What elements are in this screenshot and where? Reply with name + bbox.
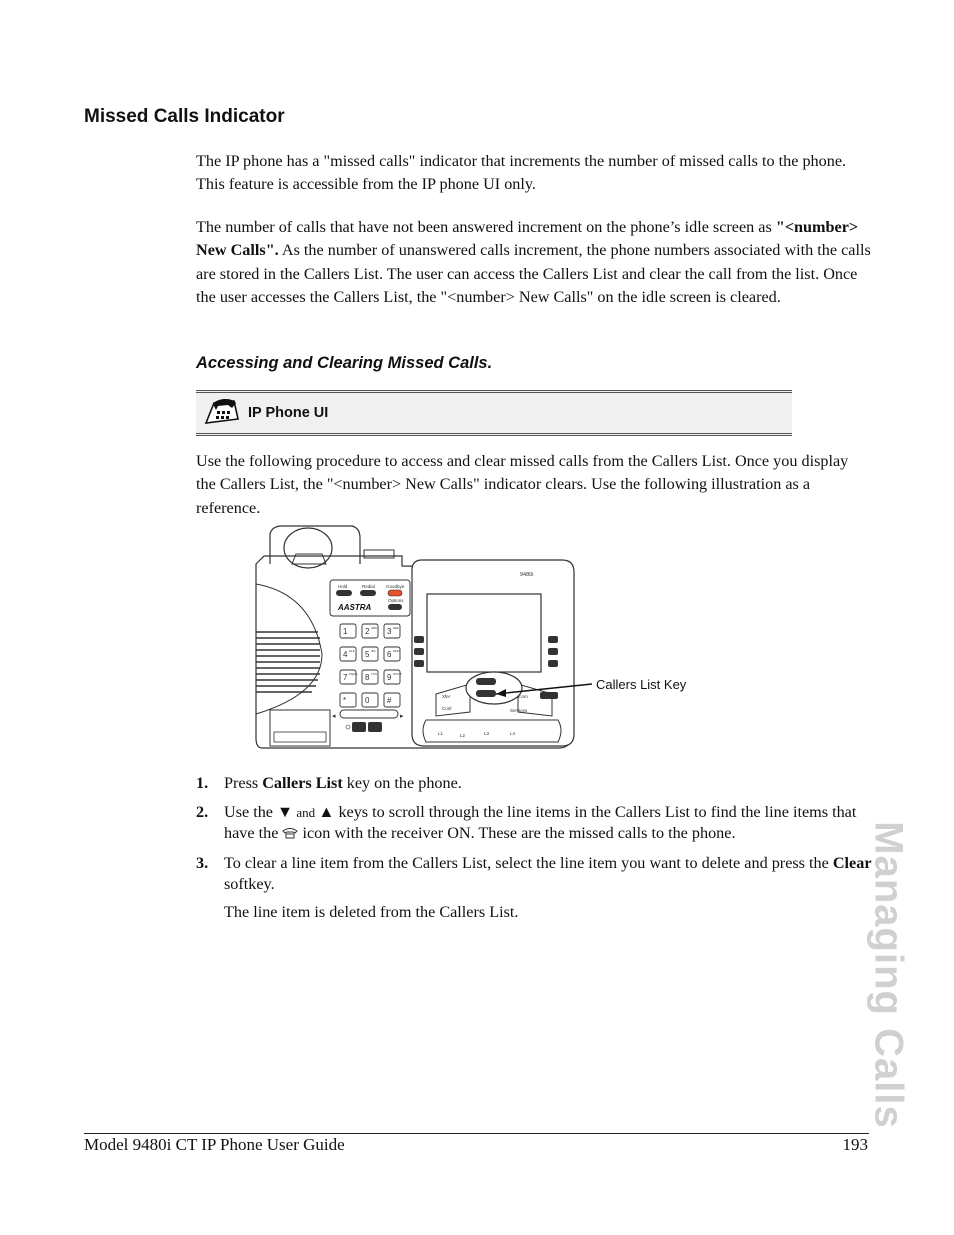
keypad-digit: 9 bbox=[387, 673, 392, 682]
step-2 bbox=[196, 802, 872, 845]
down-arrow-icon: ▼ bbox=[277, 803, 294, 821]
footer-title: Model 9480i CT IP Phone User Guide bbox=[84, 1135, 345, 1154]
para2-bold: "<number> New Calls". bbox=[196, 218, 859, 260]
keypad-letters: GHI bbox=[349, 649, 355, 653]
keypad-letters: MNO bbox=[393, 649, 400, 653]
xfer-label: Xfer bbox=[442, 694, 451, 699]
keypad-letters: TUV bbox=[371, 672, 377, 676]
keypad-digit: * bbox=[343, 696, 347, 705]
line-1-label: L1 bbox=[438, 731, 444, 736]
keypad-digit: # bbox=[387, 696, 392, 705]
softkey-left-2[interactable] bbox=[414, 648, 424, 655]
step-text: Press bbox=[224, 774, 263, 792]
options-button[interactable] bbox=[388, 604, 402, 610]
callers-list-key-callout: Callers List Key bbox=[596, 677, 687, 692]
page-number: 193 bbox=[842, 1135, 868, 1154]
goodbye-label: Goodbye bbox=[386, 584, 405, 589]
model-label: 9480i bbox=[520, 572, 534, 578]
keypad-letters: JKL bbox=[371, 649, 377, 653]
section-title: Missed Calls Indicator bbox=[84, 106, 285, 127]
step-text: softkey. bbox=[224, 874, 275, 893]
footer-rule bbox=[84, 1133, 869, 1134]
keypad-letters: PQRS bbox=[349, 672, 358, 676]
icom-button[interactable] bbox=[540, 692, 558, 699]
step-3 bbox=[196, 853, 872, 895]
hold-button[interactable] bbox=[336, 590, 352, 596]
softkey-right-3[interactable] bbox=[548, 660, 558, 667]
chapter-title: Managing Calls bbox=[866, 821, 911, 1129]
line-4-label: L4 bbox=[510, 731, 516, 736]
volume-low-icon: ◂ bbox=[332, 713, 336, 720]
handset-icon bbox=[282, 824, 298, 845]
step-key-name: Callers List bbox=[262, 774, 343, 792]
redial-button[interactable] bbox=[360, 590, 376, 596]
phone-illustration bbox=[252, 524, 712, 752]
step-key-name: Clear bbox=[832, 853, 872, 872]
keypad-digit: 5 bbox=[365, 650, 370, 659]
step-text: Use the bbox=[224, 803, 278, 821]
step-1 bbox=[196, 773, 872, 794]
callers-list-key[interactable] bbox=[476, 678, 496, 685]
speaker-button[interactable] bbox=[352, 722, 366, 732]
softkey-left-3[interactable] bbox=[414, 660, 424, 667]
directory-key[interactable] bbox=[476, 690, 496, 697]
softkey-right-2[interactable] bbox=[548, 648, 558, 655]
step-text: icon with the receiver ON. These are the missed calls to the phone. bbox=[298, 824, 736, 842]
keypad-digit: 7 bbox=[343, 673, 348, 682]
services-label: Services bbox=[510, 708, 528, 713]
ip-phone-ui-banner bbox=[196, 390, 792, 436]
line-3-label: L3 bbox=[484, 731, 490, 736]
keypad-digit: 6 bbox=[387, 650, 392, 659]
procedure-steps bbox=[196, 773, 872, 903]
up-arrow-icon: ▲ bbox=[318, 803, 335, 821]
volume-high-icon: ▸ bbox=[400, 713, 404, 720]
intro-paragraph: The IP phone has a "missed calls" indicator that increments the number of missed calls to the phone. This feature is accessible from the IP phone UI only. bbox=[196, 152, 847, 194]
procedure-paragraph: Use the following procedure to access and clear missed calls from the Callers List. Once you display the Callers List, the "<number> New Calls" indicator clears. Use the following illustration as a reference. bbox=[196, 452, 849, 517]
goodbye-button[interactable] bbox=[388, 590, 402, 596]
softkey-left-1[interactable] bbox=[414, 636, 424, 643]
step-result: The line item is deleted from the Callers List. bbox=[224, 903, 519, 921]
keypad-letters: WXYZ bbox=[393, 672, 402, 676]
options-label: Options bbox=[388, 598, 404, 603]
phone-icon bbox=[204, 399, 240, 432]
chapter-side-tab bbox=[848, 821, 928, 1129]
step-text: and bbox=[293, 805, 319, 820]
volume-bar[interactable] bbox=[340, 710, 398, 718]
step-number: 2. bbox=[196, 803, 209, 821]
conf-label: Conf bbox=[442, 706, 452, 711]
para2-intro: The number of calls that have not been answered increment on the phone’s idle screen as bbox=[196, 218, 776, 236]
keypad-digit: 2 bbox=[365, 627, 370, 636]
ip-phone-ui-label: IP Phone UI bbox=[248, 405, 329, 421]
step-text: keys to scroll through the line items in the Callers List to find the line items that have the bbox=[224, 803, 857, 842]
keypad-digit: 3 bbox=[387, 627, 392, 636]
keypad-letters: DEF bbox=[393, 626, 399, 630]
hold-label: Hold bbox=[338, 584, 348, 589]
keypad-digit: 1 bbox=[343, 627, 348, 636]
softkey-right-1[interactable] bbox=[548, 636, 558, 643]
brand-logo: AASTRA bbox=[338, 603, 372, 612]
nav-ring[interactable] bbox=[466, 672, 522, 704]
keypad-digit: 4 bbox=[343, 650, 348, 659]
display-screen bbox=[427, 594, 541, 672]
para2-rest: As the number of unanswered calls increment, the phone numbers associated with the calls are stored in the Callers List. The user can access the Callers List and clear the call from the list. Once the user accesses the Callers List, the "<number> New Calls" on the idle screen is cleared. bbox=[196, 241, 871, 307]
step-number: 1. bbox=[196, 774, 209, 792]
new-calls-paragraph bbox=[196, 216, 872, 310]
mute-button[interactable] bbox=[368, 722, 382, 732]
line-2-label: L2 bbox=[460, 733, 466, 738]
step-text: key on the phone. bbox=[342, 774, 462, 792]
keypad-digit: 8 bbox=[365, 673, 370, 682]
step-number: 3. bbox=[196, 853, 209, 872]
step-text: To clear a line item from the Callers List, select the line item you want to delete and press the bbox=[224, 853, 833, 872]
subheading: Accessing and Clearing Missed Calls. bbox=[196, 354, 493, 372]
icom-label: Icom bbox=[518, 694, 528, 699]
redial-label: Redial bbox=[362, 584, 375, 589]
keypad-digit: 0 bbox=[365, 696, 370, 705]
keypad-letters: ABC bbox=[371, 626, 378, 630]
